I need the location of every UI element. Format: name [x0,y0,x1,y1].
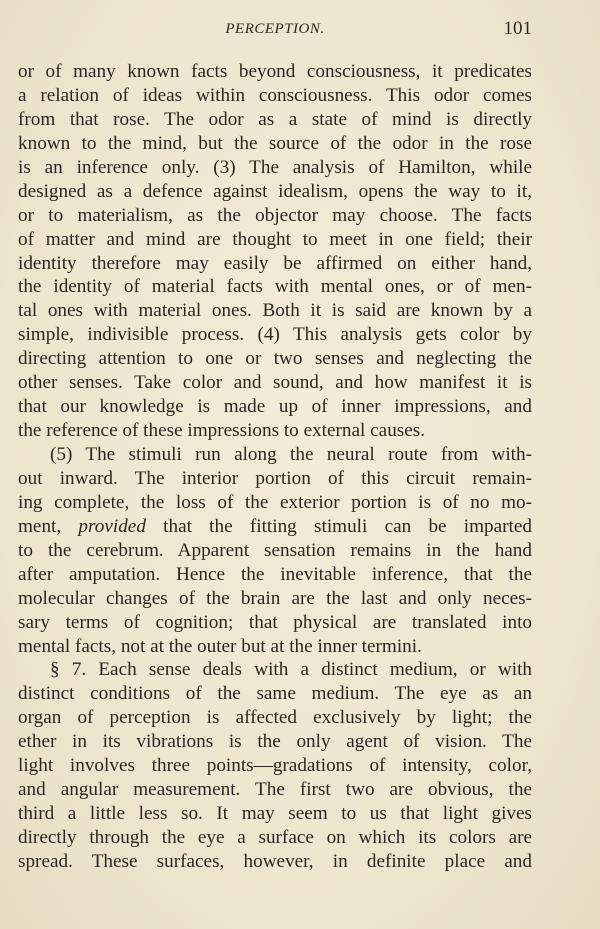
text-line: that our knowledge is made up of inner impressions, and [18,396,532,418]
text-line: organ of perception is affected exclusively by light; the [18,707,532,729]
text-line: identity therefore may easily be affirmed on either hand, [18,252,532,274]
text-line: a relation of ideas within consciousness. This odor comes [18,84,532,106]
text-line: simple, indivisible process. (4) This analysis gets color by [18,324,532,346]
text-line: ing complete, the loss of the exterior portion is of no mo- [18,491,532,513]
text-line: or to materialism, as the objector may choose. The facts [18,204,532,226]
text-line: tal ones with material ones. Both it is said are known by a [18,300,532,322]
text-line: § 7. Each sense deals with a distinct medium, or with [50,659,532,681]
text-segment: ment, [18,515,79,537]
text-line: to the cerebrum. Apparent sensation remains in the hand [18,539,532,561]
text-line: ether in its vibrations is the only agent of vision. The [18,731,532,753]
text-line: light involves three points—gradations of intensity, color, [18,755,532,777]
text-segment: that the fitting stimuli can be imparted [145,515,532,537]
text-line: directly through the eye a surface on which its colors are [18,827,532,848]
text-line: spread. These surfaces, however, in definite place and [18,850,532,872]
text-line: distinct conditions of the same medium. The eye as an [18,683,532,705]
page-header [18,18,532,42]
text-line: other senses. Take color and sound, and how manifest it is [18,372,532,394]
text-line: mental facts, not at the outer but at the inner termini. [18,635,422,657]
running-title: PERCEPTION. [225,21,325,37]
text-line: the identity of material facts with mental ones, or of men- [18,276,532,298]
text-line [18,515,532,539]
text-line: designed as a defence against idealism, opens the way to it, [18,180,532,202]
text-line: from that rose. The odor as a state of mind is directly [18,108,532,130]
text-line: after amputation. Hence the inevitable inference, that the [18,563,532,585]
text-line: third a little less so. It may seem to us that light gives [18,803,532,825]
body-text [18,60,532,874]
text-line: molecular changes of the brain are the last and only neces- [18,587,532,609]
text-line: directing attention to one or two senses and neglecting the [18,348,532,370]
text-line: known to the mind, but the source of the odor in the rose [18,132,532,154]
page-number: 101 [503,18,532,39]
text-line: is an inference only. (3) The analysis of Hamilton, while [18,156,532,178]
text-line: of matter and mind are thought to meet in one field; their [18,228,532,250]
text-line: out inward. The interior portion of this circuit remain- [18,467,532,489]
text-line: sary terms of cognition; that physical are translated into [18,611,532,633]
text-line: the reference of these impressions to external causes. [18,420,426,442]
italic-word: provided [78,515,146,537]
text-line: and angular measurement. The first two are obvious, the [18,779,532,801]
text-line: (5) The stimuli run along the neural route from with- [50,444,532,465]
text-line: or of many known facts beyond consciousness, it predicates [18,61,532,82]
